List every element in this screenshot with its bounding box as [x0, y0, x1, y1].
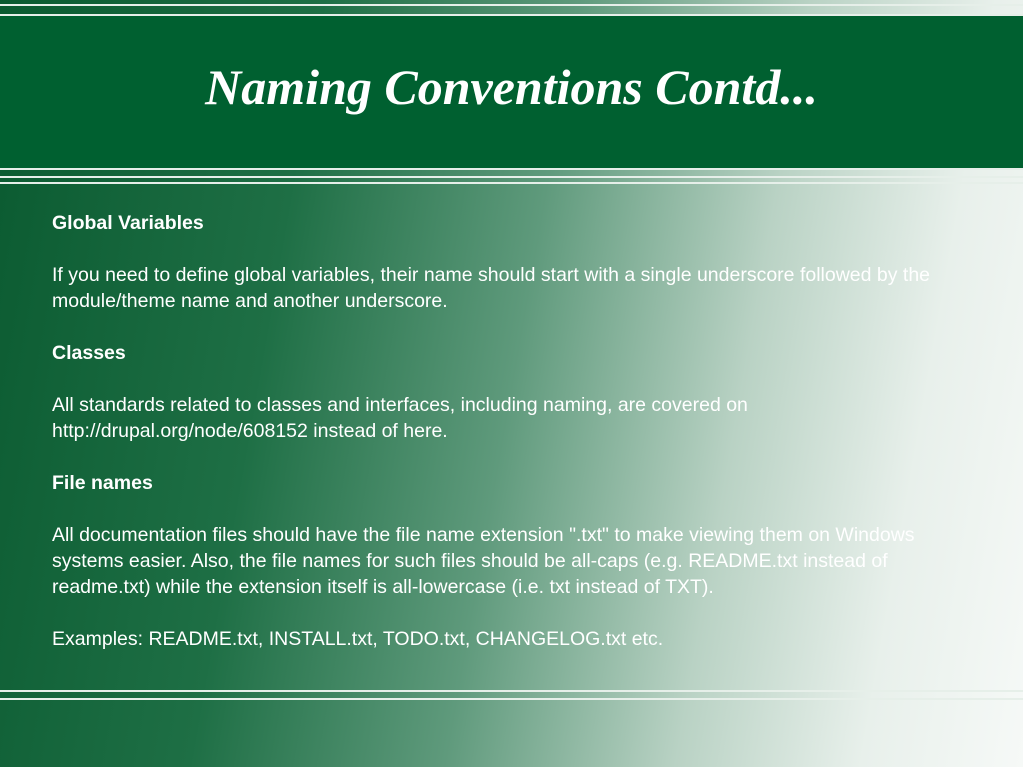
section-text-classes: All standards related to classes and interfaces, including naming, are covered on http://drupal.org/node/608152 instead of here.	[52, 394, 748, 442]
section-heading-classes: Classes	[52, 342, 126, 364]
top-rule	[0, 4, 1023, 6]
section-heading-global-variables: Global Variables	[52, 212, 204, 234]
title-underline-rule-2	[0, 182, 1023, 184]
slide-title: Naming Conventions Contd...	[205, 59, 818, 115]
section-text-file-names: All documentation files should have the file name extension ".txt" to make viewing them on Windows systems easier. Also, the file names for such files should be all-caps (e.g. README.txt instead of readme.txt) while the extension itself is all-lowercase (i.e. txt instead of TXT).	[52, 524, 915, 598]
section-text-global-variables: If you need to define global variables, their name should start with a single underscore followed by the module/theme name and another underscore.	[52, 264, 931, 312]
bottom-rule	[0, 690, 1023, 700]
section-heading-file-names: File names	[52, 472, 153, 494]
section-text-examples: Examples: README.txt, INSTALL.txt, TODO.txt, CHANGELOG.txt etc.	[52, 628, 664, 650]
title-underline-rule	[0, 176, 1023, 178]
slide-body	[52, 210, 972, 678]
